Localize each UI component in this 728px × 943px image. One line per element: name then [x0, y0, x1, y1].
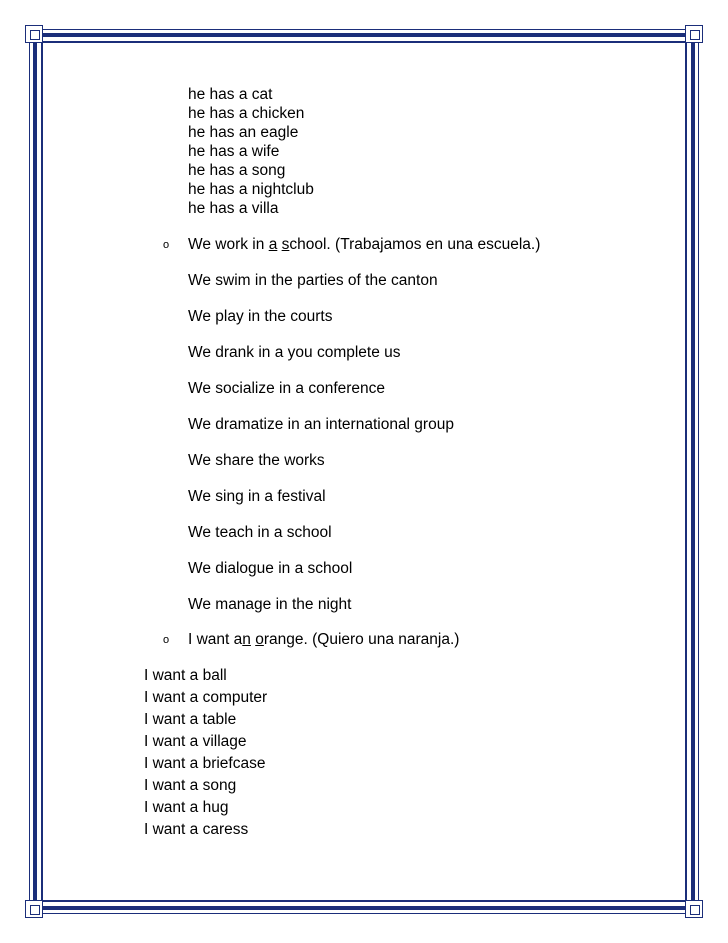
- list-item: I want a hug: [144, 799, 229, 816]
- bullet-circle-icon: o: [163, 634, 170, 646]
- list-item: We share the works: [188, 452, 325, 469]
- heading-underlined-part: a: [268, 236, 278, 253]
- list-item: he has a chicken: [188, 105, 305, 122]
- list-item: We drank in a you complete us: [188, 344, 401, 361]
- list-item: I want a ball: [144, 667, 227, 684]
- list-item: I want a song: [144, 777, 237, 794]
- list-item: he has a cat: [188, 86, 273, 103]
- list-item: I want a village: [144, 733, 247, 750]
- has-list: [188, 85, 314, 218]
- heading-part: range. (Quiero una naranja.): [263, 631, 460, 648]
- list-item: I want a caress: [144, 821, 249, 838]
- heading-underlined-part: o: [255, 631, 264, 648]
- corner-ornament-icon: [25, 900, 43, 918]
- corner-ornament-icon: [685, 900, 703, 918]
- list-item: he has a nightclub: [188, 181, 314, 198]
- list-item: We play in the courts: [188, 308, 333, 325]
- list-item: I want a table: [144, 711, 237, 728]
- list-item: We teach in a school: [188, 524, 332, 541]
- list-item: We socialize in a conference: [188, 380, 386, 397]
- list-item: he has a song: [188, 162, 286, 179]
- list-item: We sing in a festival: [188, 488, 326, 505]
- we-heading: [188, 235, 540, 254]
- corner-ornament-icon: [25, 25, 43, 43]
- list-item: We manage in the night: [188, 596, 352, 613]
- list-item: he has a villa: [188, 200, 279, 217]
- list-item: I want a computer: [144, 689, 268, 706]
- list-item: We dramatize in an international group: [188, 416, 454, 433]
- list-item: We dialogue in a school: [188, 560, 353, 577]
- list-item: he has a wife: [188, 143, 280, 160]
- want-list: [144, 665, 267, 841]
- heading-part: chool. (Trabajamos en una escuela.): [289, 236, 541, 253]
- we-list: [188, 271, 454, 631]
- list-item: I want a briefcase: [144, 755, 266, 772]
- list-item: he has an eagle: [188, 124, 299, 141]
- heading-part: We work in: [188, 236, 269, 253]
- want-heading: [188, 630, 459, 649]
- heading-part: I want a: [188, 631, 243, 648]
- heading-underlined-part: s: [281, 236, 290, 253]
- bullet-circle-icon: o: [163, 239, 170, 251]
- list-item: We swim in the parties of the canton: [188, 272, 438, 289]
- heading-underlined-part: n: [242, 631, 251, 648]
- corner-ornament-icon: [685, 25, 703, 43]
